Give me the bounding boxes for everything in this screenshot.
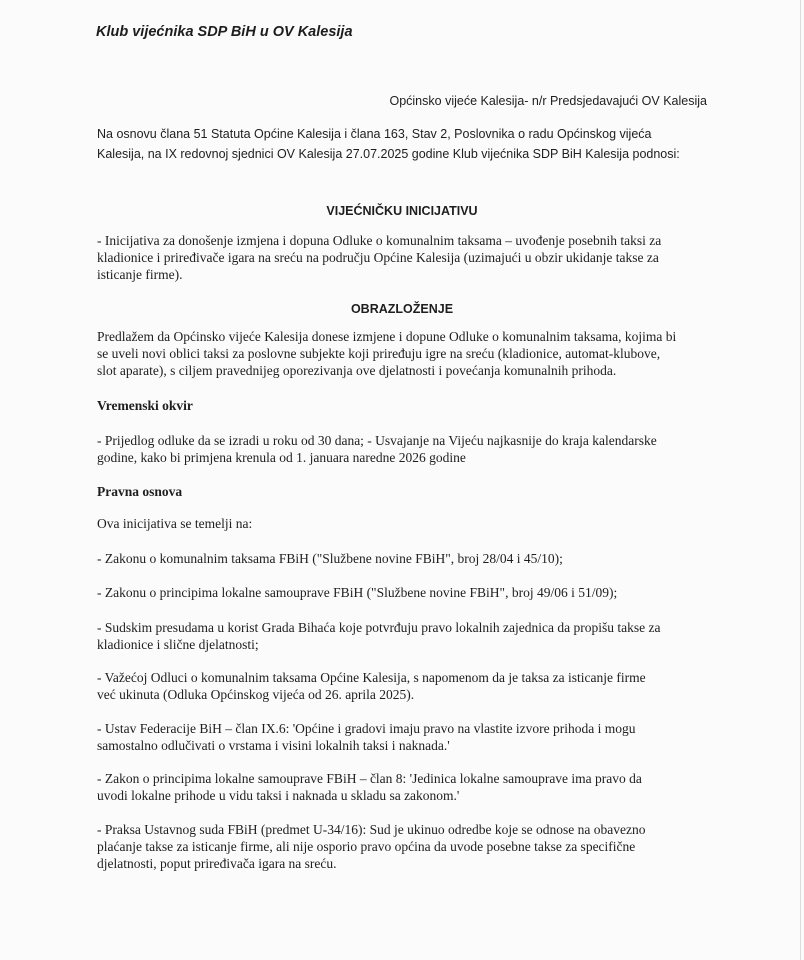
legal-basis-line: samostalno odlučivati o vrstama i visini lokalnih taksi i naknada.' — [97, 738, 450, 753]
intro-paragraph — [97, 124, 717, 164]
rationale-line: Predlažem da Općinsko vijeće Kalesija donese izmjene i dopune Odluke o komunalnim taksama, kojima bi — [97, 329, 677, 344]
legal-basis-line: plaćanje takse za isticanje firme, ali nije osporio pravo općina da uvode posebne takse za specifične — [97, 839, 636, 854]
timeframe-paragraph — [97, 432, 709, 466]
rationale-paragraph — [97, 328, 709, 379]
legal-basis-item — [97, 619, 709, 653]
legal-basis-line: - Sudskim presudama u korist Grada Bihaća koje potvrđuju pravo lokalnih zajednica da propišu takse za — [97, 620, 661, 635]
legal-basis-item — [97, 770, 709, 804]
legal-basis-heading: Pravna osnova — [97, 484, 183, 499]
initiative-line: - Inicijativa za donošenje izmjena i dopuna Odluke o komunalnim taksama – uvođenje posebnih taksi za — [97, 233, 662, 248]
legal-basis-line: već ukinuta (Odluka Općinskog vijeća od 26. aprila 2025). — [97, 687, 415, 702]
timeframe-line: godine, kako bi primjena krenula od 1. januara naredne 2026 godine — [97, 450, 466, 465]
page-edge — [800, 0, 801, 960]
legal-basis-item — [97, 821, 709, 872]
legal-basis-line: djelatnosti, poput priređivača igara na sreću. — [97, 856, 337, 871]
initiative-paragraph — [97, 232, 709, 283]
intro-line: Kalesija, na IX redovnoj sjednici OV Kalesija 27.07.2025 godine Klub vijećnika SDP BiH Kalesija podnosi: — [97, 147, 680, 161]
timeframe-line: - Prijedlog odluke da se izradi u roku od 30 dana; - Usvajanje na Vijeću najkasnije do kraja kalendarske — [97, 433, 657, 448]
legal-basis-item — [97, 584, 709, 601]
legal-basis-line: - Zakon o principima lokalne samouprave FBiH – član 8: 'Jedinica lokalne samouprave ima pravo da — [97, 771, 642, 786]
rationale-heading: OBRAZLOŽENJE — [350, 302, 454, 316]
legal-basis-item — [97, 720, 709, 754]
legal-basis-line: kladionice i slične djelatnosti; — [97, 637, 259, 652]
legal-basis-line: - Praksa Ustavnog suda FBiH (predmet U-34/16): Sud je ukinuo odredbe koje se odnose na obavezno — [97, 822, 646, 837]
initiative-heading: VIJEĆNIČKU INICIJATIVU — [326, 204, 478, 218]
club-title: Klub vijećnika SDP BiH u OV Kalesija — [96, 24, 353, 40]
legal-basis-item — [97, 550, 709, 567]
legal-basis-line: - Ustav Federacije BiH – član IX.6: 'Općine i gradovi imaju pravo na vlastite izvore prihoda i mogu — [97, 721, 636, 736]
legal-basis-line: - Važećoj Odluci o komunalnim taksama Općine Kalesija, s napomenom da je taksa za isticanje firme — [97, 670, 646, 685]
legal-basis-line: uvodi lokalne prihode u vidu taksi i naknada u skladu sa zakonom.' — [97, 788, 460, 803]
legal-basis-intro: Ova inicijativa se temelji na: — [97, 516, 253, 531]
recipient-line: Općinsko vijeće Kalesija- n/r Predsjedavajući OV Kalesija — [389, 94, 707, 108]
rationale-line: slot aparate), s ciljem pravednijeg oporezivanja ove djelatnosti i povećanja komunalnih prihoda. — [97, 363, 617, 378]
initiative-line: isticanje firme). — [97, 267, 183, 282]
legal-basis-line: - Zakonu o principima lokalne samouprave FBiH ("Službene novine FBiH", broj 49/06 i 51/09); — [97, 585, 618, 600]
timeframe-heading: Vremenski okvir — [97, 398, 193, 413]
legal-basis-line: - Zakonu o komunalnim taksama FBiH ("Službene novine FBiH", broj 28/04 i 45/10); — [97, 551, 563, 566]
rationale-line: se uveli novi oblici taksi za poslovne subjekte koji priređuju igre na sreću (kladionice, automat-klubove, — [97, 346, 661, 361]
intro-line: Na osnovu člana 51 Statuta Općine Kalesija i člana 163, Stav 2, Poslovnika o radu Općinskog vijeća — [97, 127, 652, 141]
legal-basis-item — [97, 669, 709, 703]
initiative-line: kladionice i priređivače igara na sreću na području Općine Kalesija (uzimajući u obzir ukidanje takse za — [97, 250, 659, 265]
